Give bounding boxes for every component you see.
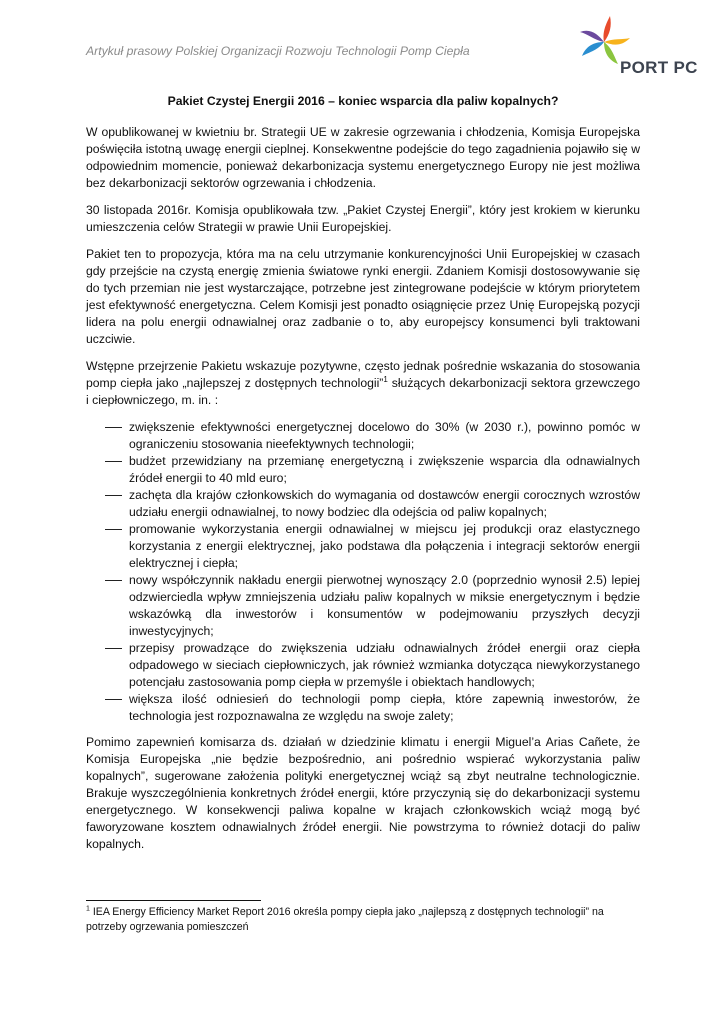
list-item: zachęta dla krajów członkowskich do wymagania od dostawców energii corocznych wzrostów udziału energii odnawialnej, to nowy bodziec dla odejścia od paliw kopalnych; xyxy=(86,487,640,521)
footnote-number: 1 xyxy=(86,905,90,913)
list-item: zwiększenie efektywności energetycznej docelowo do 30% (w 2030 r.), powinno pomóc w ograniczeniu stosowania nieefektywnych technologii; xyxy=(86,419,640,453)
intro-text-end: służących dekarbonizacji sektora grzewczego i ciepłowniczego, m. in. : xyxy=(86,376,640,407)
list-item: budżet przewidziany na przemianę energetyczną i zwiększenie wsparcia dla odnawialnych źródeł energii to 40 mld euro; xyxy=(86,453,640,487)
paragraph-heat-pumps-intro xyxy=(86,358,640,409)
paragraph-closing: Pomimo zapewnień komisarza ds. działań w dziedzinie klimatu i energii Miguel’a Arias Cañete, że Komisja Europejska „nie będzie bezpośrednio, ani pośrednio wspierać wykorzystania paliw kopalnych”, sugerowane założenia polityki energetycznej wciąż są zbyt neutralne technologicznie. Brakuje wyszczególnienia konkretnych źródeł energii, które przyczynią się do dekarbonizacji systemu energetycznego. W konsekwencji paliwa kopalne w krajach członkowskich wciąż mogą być faworyzowane kosztem odnawialnych źródeł energii. Nie powstrzyma to również dotacji do paliw kopalnych. xyxy=(86,735,640,851)
logo-text: PORT PC xyxy=(620,58,698,77)
footnote xyxy=(86,905,646,934)
bullet-list xyxy=(86,419,640,725)
paragraph-publication: 30 listopada 2016r. Komisja opublikowała tzw. „Pakiet Czystej Energii”, który jest krokiem w kierunku umieszczenia celów Strategii w prawie Unii Europejskiej. xyxy=(86,203,640,234)
list-item: przepisy prowadzące do zwiększenia udziału odnawialnych źródeł energii oraz ciepła odpadowego w sieciach ciepłowniczych, jak również wzmianka dotycząca niewykorzystanego potencjału zastosowania pomp ciepła w przemyśle i obiektach handlowych; xyxy=(86,640,640,691)
list-item: nowy współczynnik nakładu energii pierwotnej wynoszący 2.0 (poprzednio wynosił 2.5) lepiej odzwierciedla wpływ zmniejszenia udziału paliw kopalnych w miksie energetycznym i będzie wskazówką dla inwestorów i konsumentów w podejmowaniu przyszłych decyzji inwestycyjnych; xyxy=(86,572,640,640)
footnote-divider xyxy=(86,900,261,901)
list-item: promowanie wykorzystania energii odnawialnej w miejscu jej produkcji oraz elastycznego korzystania z energii elektrycznej, jako podstawa dla połączenia i integracji sektorów energii elektrycznej i ciepła; xyxy=(86,521,640,572)
article-body xyxy=(86,86,640,863)
header-note: Artykuł prasowy Polskiej Organizacji Rozwoju Technologii Pomp Ciepła xyxy=(86,44,470,58)
footnote-text: IEA Energy Efficiency Market Report 2016 określa pompy ciepła jako „najlepszą z dostępnych technologii” na potrzeby ogrzewania pomieszczeń xyxy=(86,906,604,933)
port-pc-logo xyxy=(574,14,714,84)
paragraph-strategy: W opublikowanej w kwietniu br. Strategii UE w zakresie ogrzewania i chłodzenia, Komisja Europejska poświęciła istotną uwagę energii cieplnej. Konsekwentne podejście do tego zagadnienia pojawiło się w odpowiednim momencie, ponieważ dekarbonizacja systemu energetycznego Europy nie jest możliwa bez dekarbonizacji sektorów ogrzewania i chłodzenia. xyxy=(86,125,640,190)
paragraph-package-goals: Pakiet ten to propozycja, która ma na celu utrzymanie konkurencyjności Unii Europejskiej w czasach gdy przejście na czystą energię zmienia światowe rynki energii. Zdaniem Komisji dostosowywanie się do tych przemian nie jest wystarczające, potrzebne jest zintegrowane podejście w którym priorytetem jest efektywność energetyczna. Celem Komisji jest ponadto osiągnięcie przez Unię Europejską pozycji lidera na polu energii odnawialnej oraz zadbanie o to, aby europejscy konsumenci byli traktowani uczciwie. xyxy=(86,247,640,346)
list-item: większa ilość odniesień do technologii pomp ciepła, które zapewnią inwestorów, że technologia jest rozpoznawalna ze względu na swoje zalety; xyxy=(86,691,640,725)
article-title: Pakiet Czystej Energii 2016 – koniec wsparcia dla paliw kopalnych? xyxy=(167,94,559,108)
footnote-reference[interactable]: 1 xyxy=(383,374,388,384)
intro-text: Wstępne przejrzenie Pakietu wskazuje pozytywne, często jednak pośrednie wskazania do stosowania pomp ciepła jako „najlepszej z dostępnych technologii” xyxy=(86,359,640,390)
